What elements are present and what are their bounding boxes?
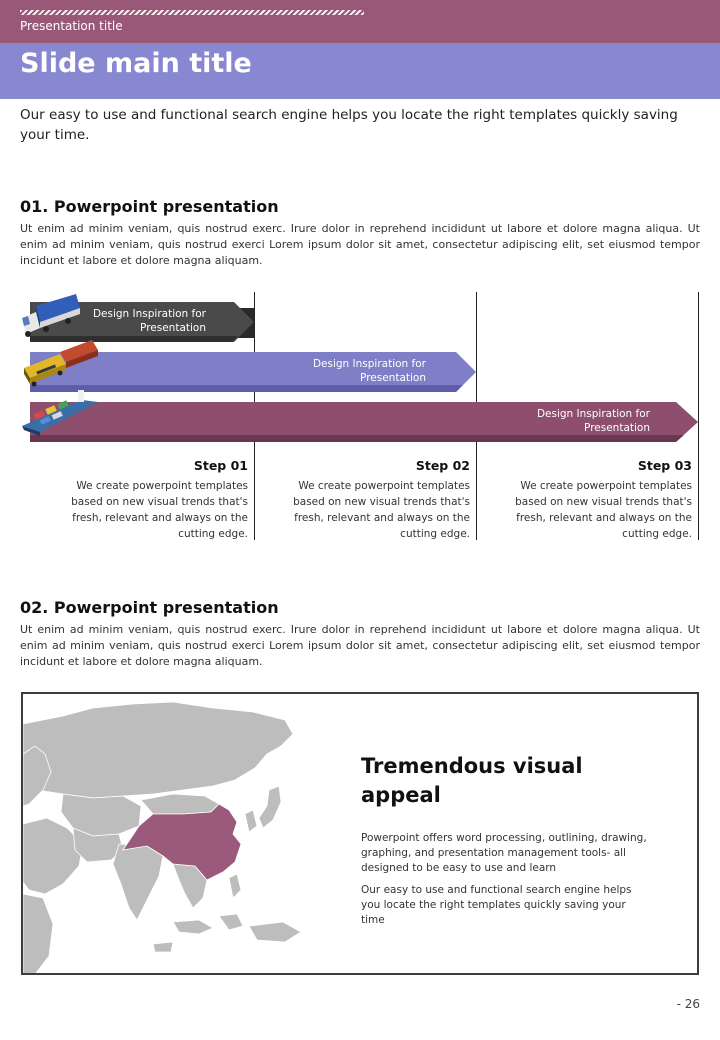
step-1-title: Step 01 — [193, 458, 248, 473]
truck-icon — [18, 292, 82, 342]
arrow-1-label: Design Inspiration for Presentation — [92, 308, 206, 334]
step-2-title: Step 02 — [415, 458, 470, 473]
arrow-3-label: Design Inspiration for Presentation — [536, 408, 650, 434]
step-3-desc: We create powerpoint templates based on new visual trends that's fresh, relevant and always on the cutting edge. — [515, 480, 692, 540]
step-2-desc: We create powerpoint templates based on new visual trends that's fresh, relevant and always on the cutting edge. — [293, 480, 470, 540]
map-panel — [21, 692, 699, 975]
section2-heading: 02. Powerpoint presentation — [20, 598, 279, 617]
page-number: - 26 — [676, 997, 700, 1011]
map-panel-paragraph-2: Our easy to use and functional search engine helps you locate the right templates quickly saving your time — [361, 884, 632, 926]
title-bar — [0, 43, 720, 99]
map-panel-paragraph-1: Powerpoint offers word processing, outlining, drawing, graphing, and presentation management tools- all designed to be easy to use and learn — [361, 832, 647, 874]
asia-map-icon — [23, 694, 323, 975]
slide-title: Slide main title — [20, 48, 252, 79]
step-3-title: Step 03 — [637, 458, 692, 473]
intro-text: Our easy to use and functional search engine helps you locate the right templates quickly saving your time. — [20, 107, 678, 143]
section2-body: Ut enim ad minim veniam, quis nostrud exerc. Irure dolor in reprehend incididunt ut labore et dolore magna aliqua. Ut enim ad minim veniam, quis nostrud exerci Lorem ipsum dolor sit amet, consectetur adipiscing elit, set eiusmod tempor incidunt et labore et dolore magna aliquam. — [20, 623, 700, 668]
hatch-decoration — [20, 10, 364, 15]
arrow-2-label: Design Inspiration for Presentation — [312, 358, 426, 384]
top-header-bar — [0, 0, 720, 43]
section1-heading: 01. Powerpoint presentation — [20, 197, 279, 216]
map-panel-heading: Tremendous visual appeal — [361, 754, 583, 807]
ship-icon — [20, 386, 102, 442]
presentation-title: Presentation title — [20, 19, 123, 33]
section1-body: Ut enim ad minim veniam, quis nostrud exerc. Irure dolor in reprehend incididunt ut labore et dolore magna aliqua. Ut enim ad minim veniam, quis nostrud exerci Lorem ipsum dolor sit amet, consectetur adipiscing elit, set eiusmod tempor incidunt et labore et dolore magna aliquam. — [20, 222, 700, 267]
step-1-desc: We create powerpoint templates based on new visual trends that's fresh, relevant and always on the cutting edge. — [71, 480, 248, 540]
